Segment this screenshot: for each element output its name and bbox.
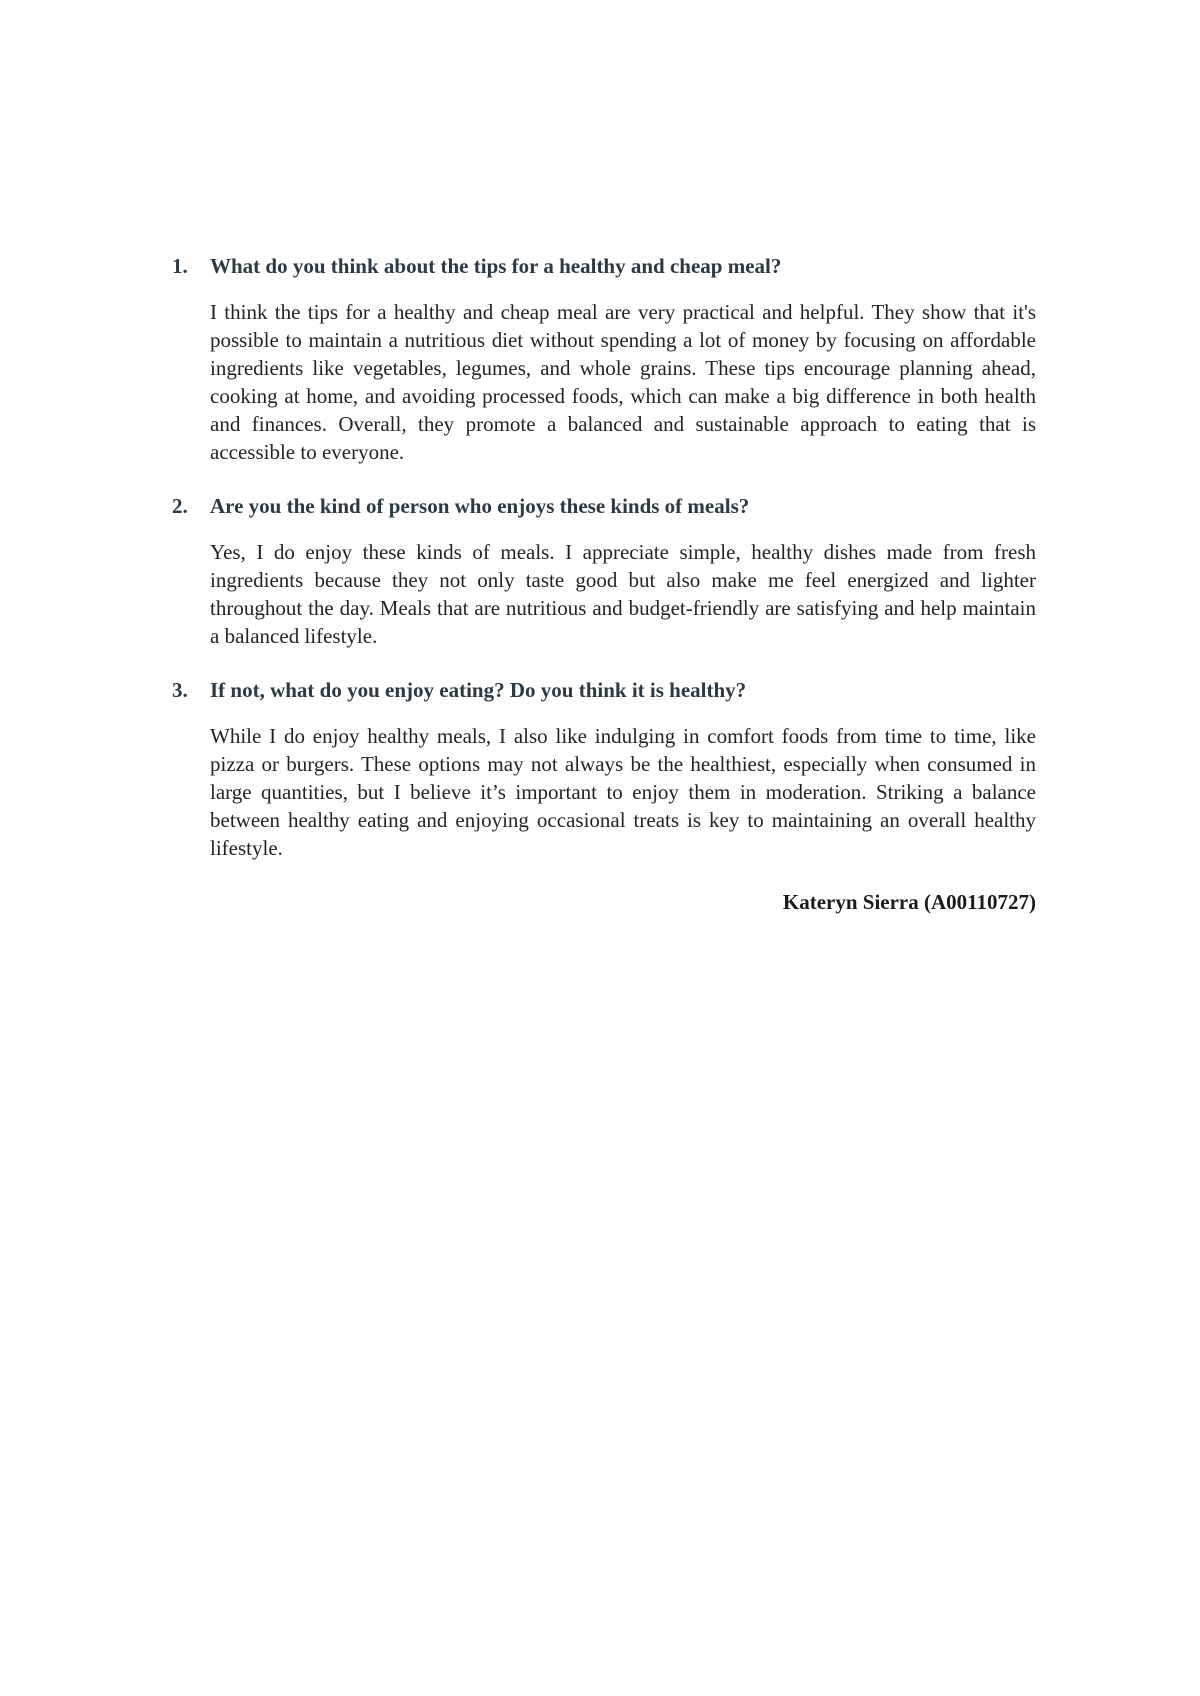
question-3 xyxy=(172,676,1036,704)
answer-2: Yes, I do enjoy these kinds of meals. I appreciate simple, healthy dishes made from fresh ingredients because they not only taste good but also make me feel energized and lighter throughout the day. Meals that are nutritious and budget-friendly are satisfying and help maintain a balanced lifestyle. xyxy=(210,540,1036,648)
document-content xyxy=(172,252,1036,916)
question-number: 2. xyxy=(172,494,188,518)
question-number: 3. xyxy=(172,678,188,702)
author-signature: Kateryn Sierra (A00110727) xyxy=(782,890,1036,914)
answer-1: I think the tips for a healthy and cheap meal are very practical and helpful. They show that it's possible to maintain a nutritious diet without spending a lot of money by focusing on affordable ingredients like vegetables, legumes, and whole grains. These tips encourage planning ahead, cooking at home, and avoiding processed foods, which can make a big difference in both health and finances. Overall, they promote a balanced and sustainable approach to eating that is accessible to everyone. xyxy=(210,300,1036,464)
question-number: 1. xyxy=(172,254,188,278)
answer-3: While I do enjoy healthy meals, I also like indulging in comfort foods from time to time, like pizza or burgers. These options may not always be the healthiest, especially when consumed in large quantities, but I believe it’s important to enjoy them in moderation. Striking a balance between healthy eating and enjoying occasional treats is key to maintaining an overall healthy lifestyle. xyxy=(210,724,1036,860)
question-text: What do you think about the tips for a healthy and cheap meal? xyxy=(210,254,782,278)
question-2 xyxy=(172,492,1036,520)
question-text: If not, what do you enjoy eating? Do you think it is healthy? xyxy=(210,678,747,702)
question-text: Are you the kind of person who enjoys these kinds of meals? xyxy=(210,494,750,518)
question-1 xyxy=(172,252,1036,280)
